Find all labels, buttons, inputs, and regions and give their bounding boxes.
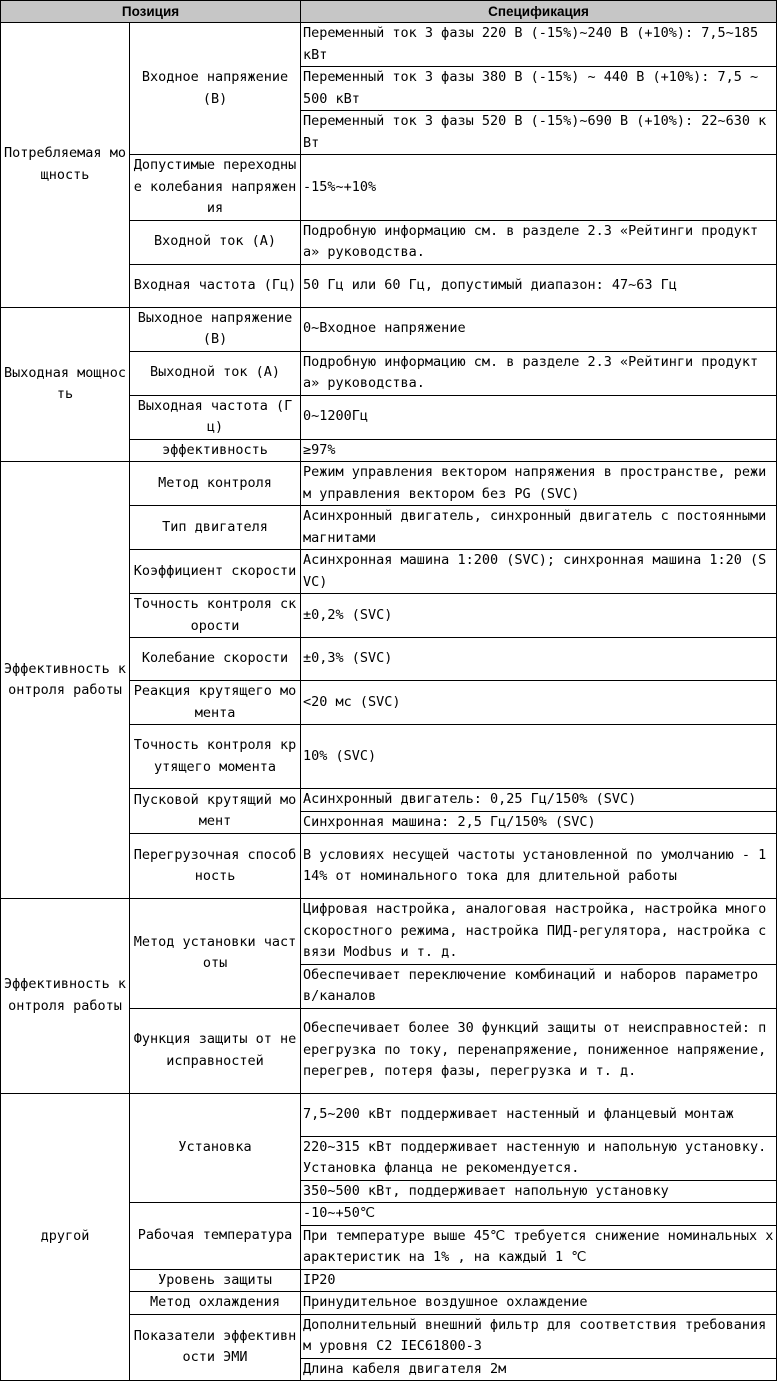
label-fluctuation: Допустимые переходные колебания напряжения xyxy=(130,155,301,221)
label-speed-ratio: Коэффициент скорости xyxy=(130,550,301,594)
table-row xyxy=(1,899,777,965)
value-motor-type: Асинхронный двигатель, синхронный двигатель с постоянными магнитами xyxy=(301,506,777,550)
category-power-output: Выходная мощность xyxy=(1,307,130,462)
label-cooling: Метод охлаждения xyxy=(130,1292,301,1315)
value-output-voltage: 0~Входное напряжение xyxy=(301,307,777,351)
value-output-freq: 0~1200Гц xyxy=(301,395,777,439)
value-protection-level: IP20 xyxy=(301,1269,777,1292)
label-protection-level: Уровень защиты xyxy=(130,1269,301,1292)
value-input-current: Подробную информацию см. в разделе 2.3 «Рейтинги продукта» руководства. xyxy=(301,220,777,264)
value-output-current: Подробную информацию см. в разделе 2.3 «Рейтинги продукта» руководства. xyxy=(301,351,777,395)
value-installation-3: 350~500 кВт, поддерживает напольную установку xyxy=(301,1180,777,1203)
header-position: Позиция xyxy=(1,1,301,23)
value-installation-2: 220~315 кВт поддерживает настенную и напольную установку. Установка фланца не рекомендуется. xyxy=(301,1136,777,1180)
label-torque-response: Реакция крутящего момента xyxy=(130,681,301,725)
table-row xyxy=(1,23,777,67)
table-row xyxy=(1,462,777,506)
value-freq-setting-2: Обеспечивает переключение комбинаций и наборов параметров/каналов xyxy=(301,964,777,1008)
category-control-functions: Эффективность контроля работы xyxy=(1,899,130,1094)
label-input-current: Входной ток (А) xyxy=(130,220,301,264)
label-efficiency: эффективность xyxy=(130,439,301,462)
value-speed-accuracy: ±0,2% (SVC) xyxy=(301,594,777,638)
value-speed-fluctuation: ±0,3% (SVC) xyxy=(301,638,777,681)
value-input-voltage-3: Переменный ток 3 фазы 520 В (-15%)~690 В (+10%): 22~630 кВт xyxy=(301,111,777,155)
value-protection: Обеспечивает более 30 функций защиты от неисправностей: перегрузка по току, перенапряжение, пониженное напряжение, перегрев, потеря фазы, перегрузка и т. д. xyxy=(301,1008,777,1093)
value-cooling: Принудительное воздушное охлаждение xyxy=(301,1292,777,1315)
table-row xyxy=(1,1093,777,1136)
category-power-input: Потребляемая мощность xyxy=(1,23,130,308)
label-output-current: Выходной ток (А) xyxy=(130,351,301,395)
value-input-freq: 50 Гц или 60 Гц, допустимый диапазон: 47~63 Гц xyxy=(301,264,777,307)
label-speed-accuracy: Точность контроля скорости xyxy=(130,594,301,638)
label-input-freq: Входная частота (Гц) xyxy=(130,264,301,307)
label-protection: Функция защиты от неисправностей xyxy=(130,1008,301,1093)
value-efficiency: ≥97% xyxy=(301,439,777,462)
label-output-freq: Выходная частота (Гц) xyxy=(130,395,301,439)
value-freq-setting-1: Цифровая настройка, аналоговая настройка, настройка многоскоростного режима, настройка ПИД-регулятора, настройка связи Modbus и т. д. xyxy=(301,899,777,965)
label-emi: Показатели эффективности ЭМИ xyxy=(130,1314,301,1381)
table-row xyxy=(1,307,777,351)
value-control-method: Режим управления вектором напряжения в пространстве, режим управления вектором без PG (SVC) xyxy=(301,462,777,506)
label-freq-setting: Метод установки частоты xyxy=(130,899,301,1009)
value-torque-response: <20 мс (SVC) xyxy=(301,681,777,725)
label-speed-fluctuation: Колебание скорости xyxy=(130,638,301,681)
value-work-temp-1: -10~+50℃ xyxy=(301,1203,777,1226)
label-motor-type: Тип двигателя xyxy=(130,506,301,550)
label-input-voltage: Входное напряжение (В) xyxy=(130,23,301,155)
label-work-temp: Рабочая температура xyxy=(130,1203,301,1270)
label-torque-accuracy: Точность контроля крутящего момента xyxy=(130,725,301,789)
label-control-method: Метод контроля xyxy=(130,462,301,506)
value-input-voltage-1: Переменный ток 3 фазы 220 В (-15%)~240 В (+10%): 7,5~185 кВт xyxy=(301,23,777,67)
value-speed-ratio: Асинхронная машина 1:200 (SVC); синхронная машина 1:20 (SVC) xyxy=(301,550,777,594)
value-work-temp-2: При температуре выше 45℃ требуется снижение номинальных характеристик на 1% , на каждый 1 ℃ xyxy=(301,1225,777,1269)
value-starting-torque-2: Синхронная машина: 2,5 Гц/150% (SVC) xyxy=(301,811,777,834)
category-other: другой xyxy=(1,1093,130,1381)
label-overload: Перегрузочная способность xyxy=(130,834,301,899)
label-starting-torque: Пусковой крутящий момент xyxy=(130,789,301,834)
value-torque-accuracy: 10% (SVC) xyxy=(301,725,777,789)
value-overload: В условиях несущей частоты установленной по умолчанию - 114% от номинального тока для длительной работы xyxy=(301,834,777,899)
table-header-row xyxy=(1,1,777,23)
value-input-voltage-2: Переменный ток 3 фазы 380 В (-15%) ~ 440 В (+10%): 7,5 ~ 500 кВт xyxy=(301,67,777,111)
header-spec: Спецификация xyxy=(301,1,777,23)
label-output-voltage: Выходное напряжение (В) xyxy=(130,307,301,351)
value-starting-torque-1: Асинхронный двигатель: 0,25 Гц/150% (SVC) xyxy=(301,789,777,812)
value-emi-1: Дополнительный внешний фильтр для соответствия требованиям уровня C2 IEC61800-3 xyxy=(301,1314,777,1358)
value-fluctuation: -15%~+10% xyxy=(301,155,777,221)
value-emi-2: Длина кабеля двигателя 2м xyxy=(301,1358,777,1381)
value-installation-1: 7,5~200 кВт поддерживает настенный и фланцевый монтаж xyxy=(301,1093,777,1136)
category-control-performance: Эффективность контроля работы xyxy=(1,462,130,899)
label-installation: Установка xyxy=(130,1093,301,1203)
